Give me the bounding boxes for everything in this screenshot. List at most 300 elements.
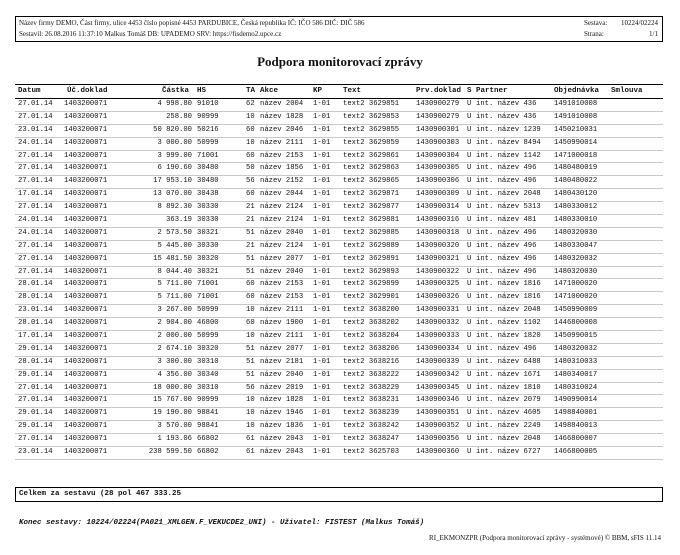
cell-prvotni-doklad: 1430900305 — [416, 164, 460, 173]
cell-objednavka: 1471000020 — [554, 280, 598, 289]
cell-datum: 27.01.14 — [18, 241, 53, 250]
cell-akce: název 2124 — [260, 241, 304, 250]
col-s: S — [467, 87, 472, 95]
cell-ucetni-doklad: 1403200071 — [64, 177, 108, 186]
cell-text: text2 3629891 — [343, 254, 400, 263]
cell-datum: 27.01.14 — [18, 267, 53, 276]
end-of-report-line: Konec sestavy: 10224/02224(PA021_XMLGEN.F_VEKUCDE2_UNI) - Uživatel: FISTEST (Malkus Tomáš) — [19, 519, 425, 527]
cell-datum: 27.01.14 — [18, 396, 53, 405]
cell-ucetni-doklad: 1403200071 — [64, 267, 108, 276]
cell-kp: 1-01 — [313, 125, 331, 134]
cell-ucetni-doklad: 1403200071 — [64, 344, 108, 353]
cell-objednavka: 1450210031 — [554, 125, 598, 134]
cell-s: U — [467, 435, 472, 444]
cell-objednavka: 1480430120 — [554, 190, 598, 199]
cell-partner: int. název 4605 — [476, 409, 541, 418]
table-row — [15, 292, 663, 305]
cell-datum: 23.01.14 — [18, 306, 53, 315]
cell-text: text2 3638204 — [343, 332, 400, 341]
cell-hs: 30310 — [197, 383, 219, 392]
cell-hs: 30340 — [197, 370, 219, 379]
col-kp: KP — [313, 87, 323, 95]
cell-text: text2 3629855 — [343, 125, 400, 134]
table-row — [15, 370, 663, 383]
cell-partner: int. název 2048 — [476, 306, 541, 315]
cell-objednavka: 1480480019 — [554, 164, 598, 173]
cell-castka: 3 300.00 — [157, 357, 192, 366]
cell-prvotni-doklad: 1430900351 — [416, 409, 460, 418]
cell-kp: 1-01 — [313, 267, 331, 276]
cell-kp: 1-01 — [313, 203, 331, 212]
column-header-row — [15, 84, 663, 99]
cell-prvotni-doklad: 1430900316 — [416, 216, 460, 225]
cell-hs: 46800 — [197, 319, 219, 328]
cell-datum: 27.01.14 — [18, 100, 53, 108]
cell-text: text2 3625703 — [343, 448, 400, 457]
cell-ta: 51 — [246, 267, 255, 276]
cell-text: text2 3629851 — [343, 100, 400, 108]
cell-akce: název 2043 — [260, 435, 304, 444]
cell-partner: int. název 496 — [476, 254, 537, 263]
cell-castka: 363.19 — [166, 216, 192, 225]
cell-kp: 1-01 — [313, 422, 331, 431]
cell-s: U — [467, 422, 472, 431]
cell-ucetni-doklad: 1403200071 — [64, 370, 108, 379]
cell-castka: 258.80 — [166, 112, 192, 121]
cell-akce: název 2111 — [260, 306, 304, 315]
cell-text: text2 3638206 — [343, 344, 400, 353]
cell-s: U — [467, 216, 472, 225]
col-smlouva: Smlouva — [611, 87, 643, 95]
cell-castka: 3 999.00 — [157, 151, 192, 160]
cell-ta: 21 — [246, 241, 255, 250]
cell-datum: 27.01.14 — [18, 177, 53, 186]
cell-castka: 4 356.00 — [157, 370, 192, 379]
cell-objednavka: 1450990009 — [554, 306, 598, 315]
col-castka: Částka — [162, 87, 190, 95]
cell-akce: název 2077 — [260, 254, 304, 263]
cell-akce: název 2181 — [260, 357, 304, 366]
cell-hs: 30321 — [197, 228, 219, 237]
cell-prvotni-doklad: 1430900318 — [416, 228, 460, 237]
cell-akce: název 2044 — [260, 190, 304, 199]
cell-ucetni-doklad: 1403200071 — [64, 100, 108, 108]
cell-kp: 1-01 — [313, 435, 331, 444]
table-row — [15, 241, 663, 254]
cell-hs: 30310 — [197, 357, 219, 366]
cell-ucetni-doklad: 1403200071 — [64, 357, 108, 366]
cell-prvotni-doklad: 1430900331 — [416, 306, 460, 315]
report-number: 10224/02224 — [621, 19, 658, 27]
table-row — [15, 163, 663, 176]
cell-akce: název 2153 — [260, 293, 304, 302]
cell-s: U — [467, 396, 472, 405]
cell-ta: 60 — [246, 125, 255, 134]
cell-ucetni-doklad: 1403200071 — [64, 151, 108, 160]
cell-akce: název 2004 — [260, 100, 304, 108]
cell-ta: 61 — [246, 448, 255, 457]
cell-s: U — [467, 100, 472, 108]
cell-text: text2 3638231 — [343, 396, 400, 405]
cell-akce: název 2111 — [260, 332, 304, 341]
table-row — [15, 112, 663, 125]
cell-castka: 19 190.00 — [153, 409, 192, 418]
cell-ucetni-doklad: 1403200071 — [64, 125, 108, 134]
cell-castka: 2 674.10 — [157, 344, 192, 353]
cell-partner: int. název 1671 — [476, 370, 541, 379]
cell-text: text2 3638216 — [343, 357, 400, 366]
cell-ucetni-doklad: 1403200071 — [64, 383, 108, 392]
col-akce: Akce — [260, 87, 279, 95]
cell-akce: název 2040 — [260, 228, 304, 237]
cell-partner: int. název 1816 — [476, 280, 541, 289]
cell-s: U — [467, 344, 472, 353]
cell-text: text2 3629877 — [343, 203, 400, 212]
table-row — [15, 151, 663, 164]
cell-prvotni-doklad: 1430900320 — [416, 241, 460, 250]
cell-akce: název 2040 — [260, 267, 304, 276]
cell-castka: 5 445.00 — [157, 241, 192, 250]
cell-text: text2 3638247 — [343, 435, 400, 444]
cell-objednavka: 1480310024 — [554, 383, 598, 392]
cell-kp: 1-01 — [313, 177, 331, 186]
cell-kp: 1-01 — [313, 396, 331, 405]
cell-partner: int. název 1820 — [476, 332, 541, 341]
col-objednavka: Objednávka — [554, 87, 600, 95]
cell-castka: 17 953.10 — [153, 177, 192, 186]
cell-kp: 1-01 — [313, 319, 331, 328]
cell-datum: 24.01.14 — [18, 228, 53, 237]
cell-partner: int. název 2048 — [476, 190, 541, 199]
cell-ta: 51 — [246, 357, 255, 366]
cell-ucetni-doklad: 1403200071 — [64, 396, 108, 405]
cell-partner: int. název 496 — [476, 241, 537, 250]
cell-datum: 27.01.14 — [18, 254, 53, 263]
cell-datum: 17.01.14 — [18, 332, 53, 341]
cell-partner: int. název 496 — [476, 164, 537, 173]
cell-hs: 30438 — [197, 190, 219, 199]
cell-objednavka: 1491010008 — [554, 112, 598, 121]
cell-hs: 71001 — [197, 280, 219, 289]
cell-ta: 51 — [246, 370, 255, 379]
cell-partner: int. název 2249 — [476, 422, 541, 431]
cell-castka: 3 570.00 — [157, 422, 192, 431]
cell-castka: 15 767.00 — [153, 396, 192, 405]
cell-castka: 5 711.00 — [157, 293, 192, 302]
cell-datum: 27.01.14 — [18, 203, 53, 212]
col-text: Text — [343, 87, 362, 95]
cell-akce: název 1900 — [260, 319, 304, 328]
cell-kp: 1-01 — [313, 370, 331, 379]
report-label: Sestava: — [584, 19, 608, 27]
cell-hs: 90999 — [197, 112, 219, 121]
cell-prvotni-doklad: 1430900279 — [416, 100, 460, 108]
cell-partner: int. název 6488 — [476, 357, 541, 366]
cell-text: text2 3638242 — [343, 422, 400, 431]
cell-castka: 4 998.80 — [157, 100, 192, 108]
table-row — [15, 421, 663, 434]
cell-castka: 238 599.50 — [148, 448, 192, 457]
cell-kp: 1-01 — [313, 280, 331, 289]
generated-line: Sestavil: 26.08.2016 11:37:10 Malkus Tomáš DB: UPADEMO SRV: https://fisdemo2.upce.cz — [19, 30, 282, 38]
cell-objednavka: 1480310033 — [554, 357, 598, 366]
cell-partner: int. název 2048 — [476, 435, 541, 444]
cell-ucetni-doklad: 1403200071 — [64, 448, 108, 457]
cell-ucetni-doklad: 1403200071 — [64, 228, 108, 237]
cell-kp: 1-01 — [313, 357, 331, 366]
cell-ucetni-doklad: 1403200071 — [64, 332, 108, 341]
cell-s: U — [467, 203, 472, 212]
cell-hs: 50216 — [197, 125, 219, 134]
cell-akce: název 2019 — [260, 383, 304, 392]
cell-hs: 90999 — [197, 396, 219, 405]
cell-ta: 10 — [246, 332, 255, 341]
cell-ucetni-doklad: 1403200071 — [64, 306, 108, 315]
cell-ta: 51 — [246, 344, 255, 353]
cell-kp: 1-01 — [313, 448, 331, 457]
cell-s: U — [467, 267, 472, 276]
cell-objednavka: 1480480022 — [554, 177, 598, 186]
cell-prvotni-doklad: 1430900339 — [416, 357, 460, 366]
cell-kp: 1-01 — [313, 332, 331, 341]
col-ta: TA — [246, 87, 256, 95]
cell-hs: 98841 — [197, 409, 219, 418]
cell-s: U — [467, 448, 472, 457]
cell-ucetni-doklad: 1403200071 — [64, 138, 108, 147]
cell-ta: 62 — [246, 100, 255, 108]
cell-prvotni-doklad: 1430900301 — [416, 125, 460, 134]
cell-ucetni-doklad: 1403200071 — [64, 409, 108, 418]
table-row — [15, 434, 663, 447]
cell-akce: název 1856 — [260, 164, 304, 173]
cell-ucetni-doklad: 1403200071 — [64, 241, 108, 250]
cell-hs: 50999 — [197, 138, 219, 147]
cell-datum: 27.01.14 — [18, 383, 53, 392]
table-row — [15, 254, 663, 267]
cell-s: U — [467, 280, 472, 289]
cell-prvotni-doklad: 1430900309 — [416, 190, 460, 199]
report-rows — [15, 99, 663, 460]
cell-text: text2 3629861 — [343, 151, 400, 160]
cell-kp: 1-01 — [313, 138, 331, 147]
cell-ta: 10 — [246, 112, 255, 121]
cell-kp: 1-01 — [313, 306, 331, 315]
cell-s: U — [467, 138, 472, 147]
cell-text: text2 3638229 — [343, 383, 400, 392]
cell-kp: 1-01 — [313, 383, 331, 392]
cell-s: U — [467, 306, 472, 315]
cell-castka: 15 481.50 — [153, 254, 192, 263]
cell-objednavka: 1466800005 — [554, 448, 598, 457]
cell-ucetni-doklad: 1403200071 — [64, 435, 108, 444]
cell-partner: int. název 436 — [476, 100, 537, 108]
cell-objednavka: 1480330010 — [554, 216, 598, 225]
cell-kp: 1-01 — [313, 164, 331, 173]
cell-kp: 1-01 — [313, 151, 331, 160]
cell-objednavka: 1491010008 — [554, 100, 598, 108]
cell-prvotni-doklad: 1430900314 — [416, 203, 460, 212]
cell-text: text2 3629871 — [343, 190, 400, 199]
cell-hs: 30320 — [197, 344, 219, 353]
cell-prvotni-doklad: 1430900352 — [416, 422, 460, 431]
cell-partner: int. název 1816 — [476, 293, 541, 302]
cell-objednavka: 1450990014 — [554, 138, 598, 147]
cell-s: U — [467, 332, 472, 341]
cell-prvotni-doklad: 1430900325 — [416, 280, 460, 289]
cell-kp: 1-01 — [313, 409, 331, 418]
col-partner: Partner — [476, 87, 508, 95]
table-row — [15, 318, 663, 331]
cell-castka: 2 573.50 — [157, 228, 192, 237]
table-row — [15, 138, 663, 151]
cell-s: U — [467, 319, 472, 328]
cell-partner: int. název 6727 — [476, 448, 541, 457]
cell-text: text2 3629901 — [343, 293, 400, 302]
cell-castka: 3 000.00 — [157, 138, 192, 147]
table-row — [15, 447, 663, 460]
total-label: Celkem za sestavu (28 pol 467 333.25 — [19, 490, 182, 498]
cell-objednavka: 1471000018 — [554, 151, 598, 160]
cell-akce: název 2040 — [260, 370, 304, 379]
cell-text: text2 3629889 — [343, 241, 400, 250]
table-row — [15, 408, 663, 421]
cell-kp: 1-01 — [313, 216, 331, 225]
cell-objednavka: 1480340017 — [554, 370, 598, 379]
cell-ta: 56 — [246, 177, 255, 186]
cell-datum: 29.01.14 — [18, 422, 53, 431]
cell-prvotni-doklad: 1430900342 — [416, 370, 460, 379]
table-row — [15, 228, 663, 241]
cell-datum: 23.01.14 — [18, 125, 53, 134]
cell-ucetni-doklad: 1403200071 — [64, 112, 108, 121]
page-label: Strana: — [584, 30, 604, 38]
report-title: Podpora monitorovací zprávy — [257, 54, 423, 69]
cell-ta: 51 — [246, 254, 255, 263]
table-row — [15, 331, 663, 344]
cell-castka: 2 000.00 — [157, 332, 192, 341]
cell-hs: 98841 — [197, 422, 219, 431]
cell-s: U — [467, 112, 472, 121]
cell-ta: 60 — [246, 280, 255, 289]
cell-castka: 5 711.00 — [157, 280, 192, 289]
cell-hs: 30321 — [197, 267, 219, 276]
company-line: Název firmy DEMO, Část firmy, ulice 4453 číslo popisné 4453 PARDUBICE, Česká republika IČ: IČO 586 DIČ: DIČ 586 — [19, 19, 365, 27]
cell-kp: 1-01 — [313, 100, 331, 108]
cell-akce: název 2046 — [260, 125, 304, 134]
cell-objednavka: 1480320032 — [554, 344, 598, 353]
table-row — [15, 344, 663, 357]
cell-partner: int. název 1142 — [476, 151, 541, 160]
cell-s: U — [467, 241, 472, 250]
cell-text: text2 3629865 — [343, 177, 400, 186]
table-row — [15, 383, 663, 396]
cell-text: text2 3638222 — [343, 370, 400, 379]
cell-hs: 66802 — [197, 435, 219, 444]
cell-hs: 30330 — [197, 241, 219, 250]
cell-s: U — [467, 125, 472, 134]
cell-s: U — [467, 370, 472, 379]
cell-castka: 6 190.60 — [157, 164, 192, 173]
cell-datum: 28.01.14 — [18, 357, 53, 366]
cell-datum: 23.01.14 — [18, 448, 53, 457]
cell-partner: int. název 1810 — [476, 383, 541, 392]
table-row — [15, 215, 663, 228]
cell-ta: 10 — [246, 396, 255, 405]
cell-datum: 24.01.14 — [18, 138, 53, 147]
cell-text: text2 3629885 — [343, 228, 400, 237]
cell-objednavka: 1498840013 — [554, 422, 598, 431]
cell-hs: 50999 — [197, 332, 219, 341]
cell-prvotni-doklad: 1430900334 — [416, 344, 460, 353]
cell-datum: 29.01.14 — [18, 344, 53, 353]
table-row — [15, 99, 663, 112]
cell-objednavka: 1480320030 — [554, 267, 598, 276]
cell-hs: 30330 — [197, 203, 219, 212]
cell-ta: 60 — [246, 293, 255, 302]
cell-prvotni-doklad: 1430900360 — [416, 448, 460, 457]
cell-hs: 50999 — [197, 306, 219, 315]
cell-objednavka: 1466800007 — [554, 435, 598, 444]
cell-kp: 1-01 — [313, 344, 331, 353]
cell-akce: název 2043 — [260, 448, 304, 457]
cell-partner: int. název 496 — [476, 177, 537, 186]
cell-s: U — [467, 357, 472, 366]
table-row — [15, 305, 663, 318]
page-number: 1/1 — [649, 30, 658, 38]
cell-objednavka: 1498840001 — [554, 409, 598, 418]
cell-datum: 24.01.14 — [18, 216, 53, 225]
table-row — [15, 176, 663, 189]
cell-datum: 29.01.14 — [18, 370, 53, 379]
cell-ta: 61 — [246, 435, 255, 444]
cell-ta: 60 — [246, 319, 255, 328]
cell-castka: 50 820.00 — [153, 125, 192, 134]
cell-s: U — [467, 177, 472, 186]
cell-ta: 56 — [246, 383, 255, 392]
cell-partner: int. název 2079 — [476, 396, 541, 405]
cell-prvotni-doklad: 1430900279 — [416, 112, 460, 121]
cell-s: U — [467, 164, 472, 173]
col-datum: Datum — [18, 87, 41, 95]
table-row — [15, 202, 663, 215]
table-row — [15, 357, 663, 370]
cell-hs: 30480 — [197, 164, 219, 173]
cell-prvotni-doklad: 1430900322 — [416, 267, 460, 276]
cell-text: text2 3629853 — [343, 112, 400, 121]
cell-ucetni-doklad: 1403200071 — [64, 203, 108, 212]
cell-ta: 51 — [246, 228, 255, 237]
cell-s: U — [467, 383, 472, 392]
cell-objednavka: 1490990014 — [554, 396, 598, 405]
cell-objednavka: 1480320032 — [554, 254, 598, 263]
cell-objednavka: 1450990015 — [554, 332, 598, 341]
cell-partner: int. název 8494 — [476, 138, 541, 147]
cell-hs: 91010 — [197, 100, 219, 108]
cell-datum: 27.01.14 — [18, 112, 53, 121]
cell-hs: 30480 — [197, 177, 219, 186]
cell-akce: název 2124 — [260, 216, 304, 225]
cell-akce: název 1828 — [260, 112, 304, 121]
cell-ucetni-doklad: 1403200071 — [64, 164, 108, 173]
cell-ucetni-doklad: 1403200071 — [64, 254, 108, 263]
cell-akce: název 2124 — [260, 203, 304, 212]
cell-hs: 66802 — [197, 448, 219, 457]
cell-ta: 60 — [246, 151, 255, 160]
table-row — [15, 395, 663, 408]
cell-datum: 27.01.14 — [18, 164, 53, 173]
cell-prvotni-doklad: 1430900304 — [416, 151, 460, 160]
cell-hs: 71001 — [197, 293, 219, 302]
